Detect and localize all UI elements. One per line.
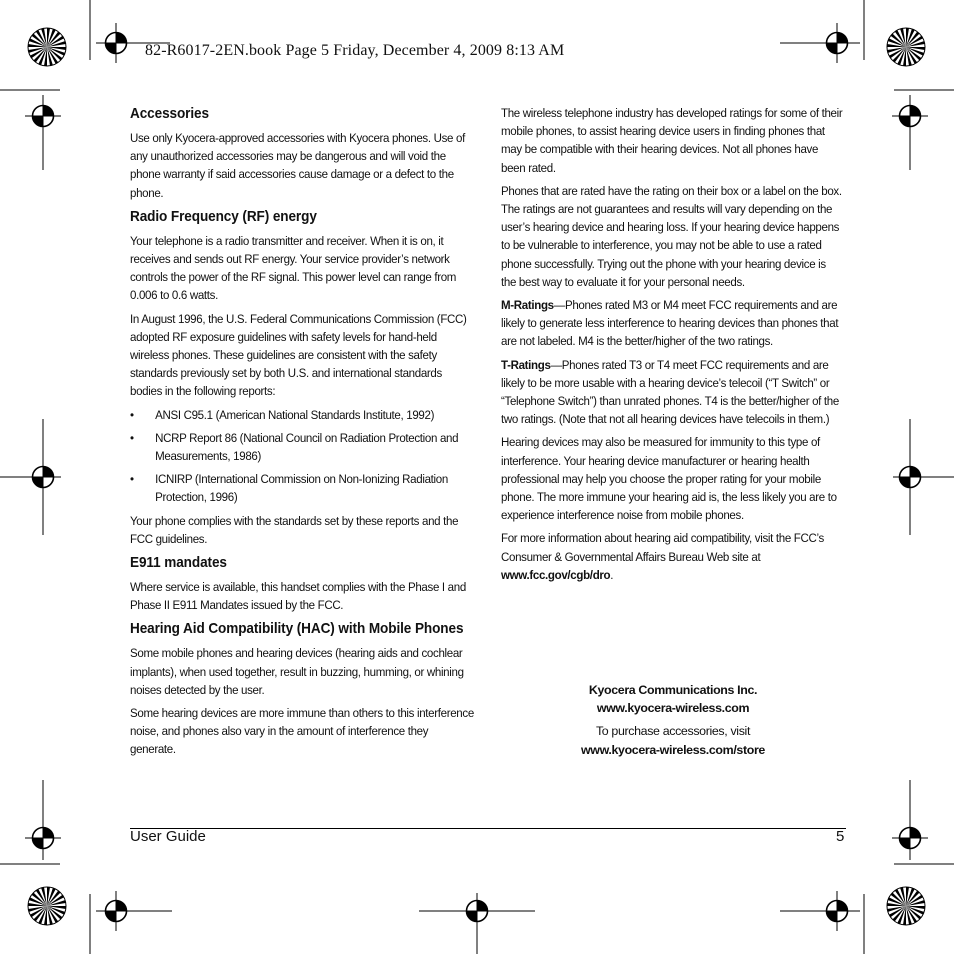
hac-paragraph-2: Some hearing devices are more immune than others to this interference noise, and phones also vary in the amount of interference they generate. [130,706,474,757]
accessories-section [130,104,476,202]
e911-heading: E911 mandates [130,555,227,572]
starburst-mark [887,28,925,66]
contact-block [558,681,788,759]
company-name: Kyocera Communications Inc. [588,683,758,697]
list-item [130,429,476,465]
standards-list [130,406,476,507]
slug-line: 82-R6017-2EN.book Page 5 Friday, December 4, 2009 8:13 AM [145,42,565,59]
accessories-body: Use only Kyocera-approved accessories with Kyocera phones. Use of any unauthorized accessories may be dangerous and will void the phone warranty if said accessories cause damage or a defect to the phone. [130,131,465,200]
rf-energy-heading: Radio Frequency (RF) energy [130,208,317,225]
more-info-end: . [610,567,614,582]
hac-heading: Hearing Aid Compatibility (HAC) with Mobile Phones [130,621,464,638]
accessories-purchase-text: To purchase accessories, visit [595,724,751,739]
footer-rule [130,828,846,829]
rf-energy-paragraph-1: Your telephone is a radio transmitter and receiver. When it is on, it receives and sends out RF energy. Your service provider’s network controls the power of the RF signal. This power level can range from 0.006 to 0.6 watts. [130,233,457,303]
bullet: • [130,472,134,487]
starburst-mark [887,887,925,925]
ratings-intro-paragraph: The wireless telephone industry has developed ratings for some of their mobile phones, to assist hearing device users in finding phones that may be compatible with their hearing devices. Not all phones have been rated. [501,106,843,175]
page-number: 5 [836,828,845,845]
e911-body: Where service is available, this handset complies with the Phase I and Phase II E911 Mandates issued by the FCC. [130,580,466,613]
t-ratings-text: —Phones rated T3 or T4 meet FCC requirements and are likely to be more usable with a hearing device’s telecoil (“T Switch” or “Telephone Switch”) than unrated phones. T4 is the better/higher of the two ratings. (Note that not all hearing devices have telecoils in them.) [501,357,839,427]
footer-title: User Guide [130,828,206,845]
list-item-text: ICNIRP (International Commission on Non-Ionizing Radiation Protection, 1996) [155,472,448,505]
more-info-paragraph [501,529,843,584]
list-item-text: ANSI C95.1 (American National Standards Institute, 1992) [155,407,435,422]
list-item-text: NCRP Report 86 (National Council on Radiation Protection and Measurements, 1986) [155,430,459,464]
bullet: • [130,430,134,445]
list-item [130,406,476,424]
list-item [130,470,476,506]
rf-energy-section [130,207,476,548]
company-website[interactable]: www.kyocera-wireless.com [596,701,750,716]
right-column [501,104,843,589]
accessories-heading: Accessories [130,106,209,122]
fcc-link[interactable]: www.fcc.gov/cgb/dro [501,567,611,582]
starburst-mark [28,28,66,66]
store-url[interactable]: www.kyocera-wireless.com/store [581,742,765,757]
hac-paragraph-1: Some mobile phones and hearing devices (hearing aids and cochlear implants), when used together, result in buzzing, humming, or whining noises detected by the user. [130,646,464,697]
immunity-paragraph: Hearing devices may also be measured for immunity to this type of interference. Your hearing device manufacturer or hearing health professional may help you choose the proper rating for your mobile phone. The more immune your hearing aid is, the less likely you are to experience interference noise from mobile phones. [501,435,837,523]
t-ratings-term: T-Ratings [501,357,551,372]
bullet: • [130,407,134,422]
rated-phones-paragraph: Phones that are rated have the rating on their box or a label on the box. The ratings are not guarantees and results will vary depending on the user’s hearing device and hearing loss. If your hearing device happens to be vulnerable to interference, you may not be able to use a rated phone successfully. Trying out the phone with your hearing device is the best way to evaluate it for your personal needs. [501,183,842,289]
e911-section [130,553,476,614]
left-column [130,104,476,764]
t-ratings-paragraph [501,356,843,429]
hac-section [130,619,476,758]
m-ratings-paragraph [501,296,843,351]
m-ratings-term: M-Ratings [501,298,554,313]
more-info-text: For more information about hearing aid compatibility, visit the FCC’s Consumer & Governmental Affairs Bureau Web site at [501,531,824,564]
m-ratings-text: —Phones rated M3 or M4 meet FCC requirements and are likely to generate less interference to hearing devices than phones that are not labeled. M4 is the better/higher of the two ratings. [501,298,839,349]
starburst-mark [28,887,66,925]
rf-energy-paragraph-3: Your phone complies with the standards set by these reports and the FCC guidelines. [130,513,459,546]
rf-energy-paragraph-2: In August 1996, the U.S. Federal Communications Commission (FCC) adopted RF exposure guidelines with safety levels for hand-held wireless phones. These guidelines are consistent with the safety standards previously set by both U.S. and international standards bodies in the following reports: [130,311,467,399]
